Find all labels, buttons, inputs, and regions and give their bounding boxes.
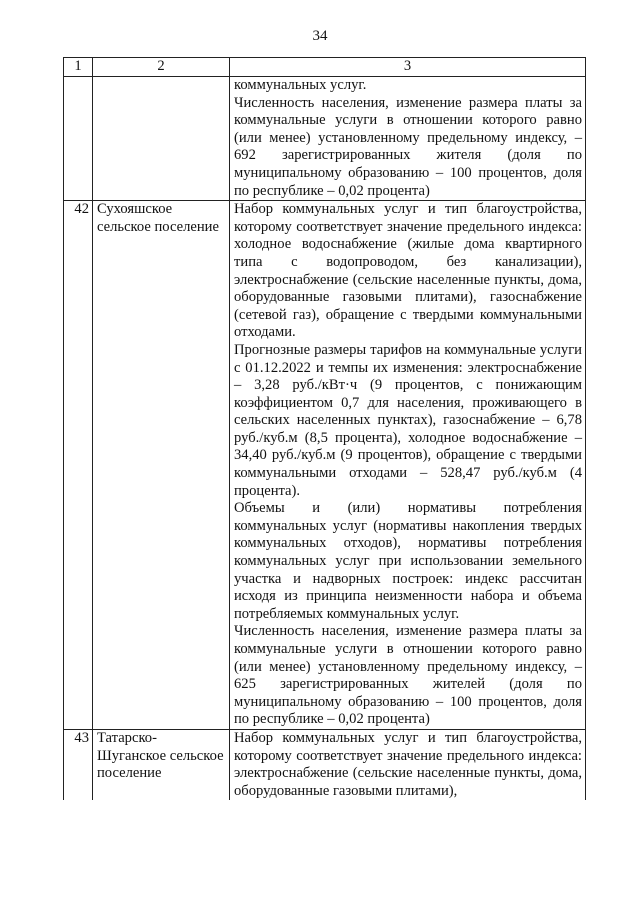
row-description	[230, 201, 586, 730]
row-description	[230, 729, 586, 800]
paragraph: Прогнозные размеры тарифов на коммунальные услуги с 01.12.2022 и темпы их изменения: электроснабжение – 3,28 руб./кВт·ч (9 процентов, с понижающим коэффициентом 0,7 для населения, проживающего в сельских населенных пунктах), газоснабжение – 6,78 руб./куб.м (8,5 процента), холодное водоснабжение – 34,40 руб./куб.м (9 процентов), обращение с твердыми коммунальными отходами – 528,47 руб./куб.м (4 процента).	[234, 341, 582, 499]
settlement-name	[93, 77, 230, 201]
table-row	[64, 77, 586, 201]
table-header-row	[64, 58, 586, 77]
row-description	[230, 77, 586, 201]
tariff-table	[63, 57, 586, 800]
table-row	[64, 201, 586, 730]
table-row	[64, 729, 586, 800]
row-number: 42	[64, 201, 93, 730]
column-header: 1	[64, 58, 93, 77]
paragraph: Численность населения, изменение размера платы за коммунальные услуги в отношении которого равно (или менее) установленному предельному индексу, – 692 зарегистрированных жителя (доля по муниципальному образованию – 100 процентов, доля по республике – 0,02 процента)	[234, 94, 582, 199]
settlement-name: Сухояшское сельское поселение	[93, 201, 230, 730]
paragraph: Объемы и (или) нормативы потребления коммунальных услуг (нормативы накопления твердых коммунальных отходов), нормативы потребления коммунальных услуг при использовании земельного участка и надворных построек: индекс рассчитан исходя из принципа неизменности набора и объема потребляемых коммунальных услуг.	[234, 500, 582, 622]
paragraph: Набор коммунальных услуг и тип благоустройства, которому соответствует значение предельного индекса: электроснабжение (сельские населенные пункты, дома, оборудованные газовыми плитами),	[234, 729, 582, 799]
paragraph: Набор коммунальных услуг и тип благоустройства, которому соответствует значение предельного индекса: холодное водоснабжение (жилые дома квартирного типа с водопроводом, без канализации), электроснабжение (сельские населенные пункты, дома, оборудованные газовыми плитами), газоснабжение (сетевой газ), обращение с твердыми коммунальными отходами.	[234, 201, 582, 341]
column-header: 3	[230, 58, 586, 77]
settlement-name: Татарско-Шуганское сельское поселение	[93, 729, 230, 800]
paragraph: Численность населения, изменение размера платы за коммунальные услуги в отношении которого равно (или менее) установленному предельному индексу, – 625 зарегистрированных жителей (доля по муниципальному образованию – 100 процентов, доля по республике – 0,02 процента)	[234, 623, 582, 728]
paragraph: коммунальных услуг.	[234, 77, 367, 93]
column-header: 2	[93, 58, 230, 77]
row-number	[64, 77, 93, 201]
row-number: 43	[64, 729, 93, 800]
page-number: 34	[312, 28, 328, 44]
